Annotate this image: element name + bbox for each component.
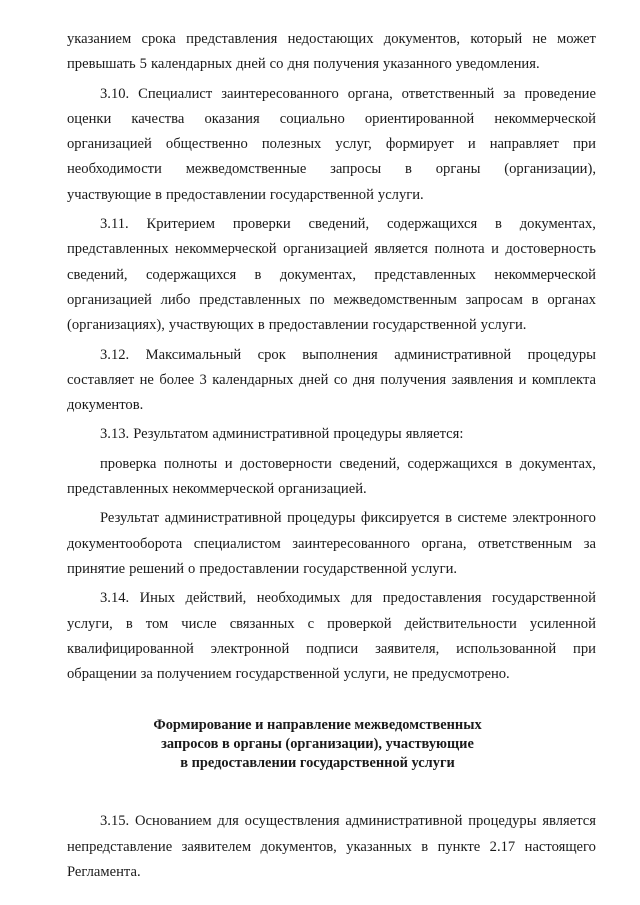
text-line: указанием срока представления недостающих документов, который не может: [67, 31, 596, 47]
text-line: 3.12. Максимальный срок выполнения административной процедуры: [100, 346, 596, 363]
section-heading-line: запросов в органы (организации), участвующие: [161, 736, 474, 753]
text-line: Регламента.: [67, 864, 141, 881]
text-line: квалифицированной электронной подписи заявителя, использованной при: [67, 640, 596, 657]
section-heading-line: Формирование и направление межведомственных: [153, 717, 482, 734]
text-line: 3.13. Результатом административной процедуры является:: [100, 426, 464, 443]
text-line: необходимости межведомственные запросы в органы (организации),: [67, 161, 596, 178]
text-line: обращении за получением государственной услуги, не предусмотрено.: [67, 666, 510, 683]
text-line: организацией общественно полезных услуг, формирует и направляет при: [67, 136, 596, 153]
paragraph-p-3-13: [67, 422, 596, 447]
text-line: оценки качества оказания социально ориентированной некоммерческой: [67, 110, 596, 127]
paragraph-p-3-11: [67, 212, 596, 338]
text-line: принятие решений о предоставлении государственной услуги.: [67, 560, 458, 577]
text-line: 3.15. Основанием для осуществления административной процедуры является: [100, 813, 596, 830]
text-line: 3.10. Специалист заинтересованного органа, ответственный за проведение: [100, 85, 596, 102]
text-line: организацией либо представленных по межведомственным запросам в органах: [67, 291, 596, 308]
text-line: Результат административной процедуры фиксируется в системе электронного: [100, 510, 596, 527]
text-line: 3.11. Критерием проверки сведений, содержащихся в документах,: [100, 216, 596, 233]
section-heading-line: в предоставлении государственной услуги: [180, 755, 455, 772]
paragraph-p-3-13-b: [67, 506, 596, 582]
paragraph-p-cont: [67, 27, 596, 78]
paragraph-p-3-10: [67, 82, 596, 208]
text-line: превышать 5 календарных дней со дня получения указанного уведомления.: [67, 56, 540, 73]
text-line: составляет не более 3 календарных дней со дня получения заявления и комплекта: [67, 371, 596, 388]
text-line: представленных некоммерческой организацией.: [67, 481, 367, 498]
text-line: (организациях), участвующих в предоставлении государственной услуги.: [67, 317, 527, 334]
text-line: представленных некоммерческой организацией является полнота и достоверность: [67, 241, 596, 258]
text-line: документов.: [67, 397, 144, 414]
paragraph-p-3-14: [67, 586, 596, 687]
section-heading: [67, 716, 596, 773]
document-body: [67, 27, 596, 691]
text-line: услуги, в том числе связанных с проверкой действительности усиленной: [67, 615, 596, 632]
paragraph-p-3-13-a: [67, 452, 596, 503]
document-body-after-heading: [67, 809, 596, 889]
paragraph-p-3-12: [67, 343, 596, 419]
text-line: 3.14. Иных действий, необходимых для предоставления государственной: [100, 590, 596, 607]
text-line: проверка полноты и достоверности сведений, содержащихся в документах,: [100, 455, 596, 472]
text-line: сведений, содержащихся в документах, представленных некоммерческой: [67, 266, 596, 283]
paragraph-p-3-15: [67, 809, 596, 885]
text-line: участвующие в предоставлении государственной услуги.: [67, 186, 424, 203]
text-line: документооборота специалистом заинтересованного органа, ответственным за: [67, 535, 596, 552]
text-line: непредставление заявителем документов, указанных в пункте 2.17 настоящего: [67, 838, 596, 855]
